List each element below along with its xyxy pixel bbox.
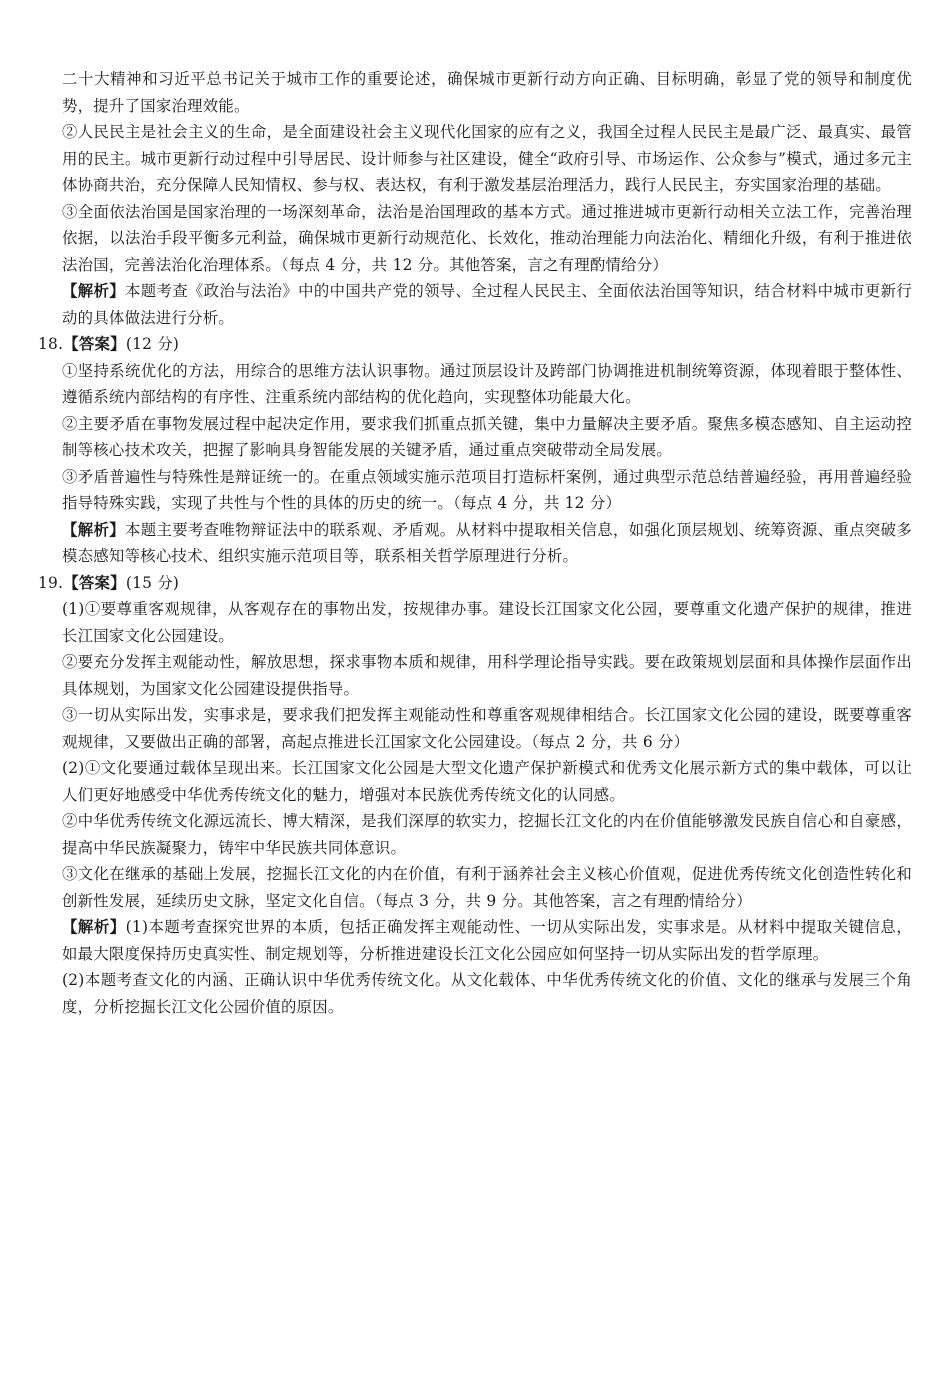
answer-content	[38, 66, 912, 1020]
q17-point-1-continued: 二十大精神和习近平总书记关于城市工作的重要论述，确保城市更新行动方向正确、目标明确，彰显了党的领导和制度优势，提升了国家治理效能。	[62, 70, 912, 115]
q17-point-2: ②人民民主是社会主义的生命，是全面建设社会主义现代化国家的应有之义，我国全过程人民民主是最广泛、最真实、最管用的民主。城市更新行动过程中引导居民、设计师参与社区建设，健全“政府引导、市场运作、公众参与”模式，通过多元主体协商共治，充分保障人民知情权、参与权、表达权，有利于激发基层治理活力，践行人民民主，夯实国家治理的基础。	[62, 123, 912, 194]
q17-analysis	[38, 278, 912, 331]
answer-tag: 【答案】	[63, 573, 126, 592]
q19-part1-point-1: (1)①要尊重客观规律，从客观存在的事物出发，按规律办事。建设长江国家文化公园，要尊重文化遗产保护的规律，推进长江国家文化公园建设。	[62, 600, 912, 645]
analysis-tag: 【解析】	[62, 918, 126, 936]
q18-analysis	[38, 517, 912, 570]
q19-part2-point-3: ③文化在继承的基础上发展，挖掘长江文化的内在价值，有利于涵养社会主义核心价值观，促进优秀传统文化创造性转化和创新性发展，延续历史文脉，坚定文化自信。（每点 3 分，共 9 分。其他答案，言之有理酌情给分）	[62, 865, 912, 910]
q19-analysis-2: (2)本题考查文化的内涵、正确认识中华优秀传统文化。从文化载体、中华优秀传统文化的价值、文化的继承与发展三个角度，分析挖掘长江文化公园价值的原因。	[62, 971, 912, 1016]
answer-tag: 【答案】	[63, 335, 126, 353]
q19-part1-point-2: ②要充分发挥主观能动性，解放思想，探求事物本质和规律，用科学理论指导实践。要在政策规划层面和具体操作层面作出具体规划，为国家文化公园建设提供指导。	[62, 653, 912, 698]
q19-part1-point-3: ③一切从实际出发，实事求是，要求我们把发挥主观能动性和尊重客观规律相结合。长江国家文化公园的建设，既要尊重客观规律，又要做出正确的部署，高起点推进长江国家文化公园建设。（每点 2 分，共 6 分）	[62, 706, 912, 751]
q19-analysis-1	[38, 914, 912, 967]
analysis-tag: 【解析】	[62, 520, 125, 539]
q17-point-3: ③全面依法治国是国家治理的一场深刻革命，法治是治国理政的基本方式。通过推进城市更新行动相关立法工作，完善治理依据，以法治手段平衡多元利益，确保城市更新行动规范化、长效化，推动治理能力向法治化、精细化升级，有利于推进依法治国，完善法治化治理体系。（每点 4 分，共 12 分。其他答案，言之有理酌情给分）	[62, 202, 912, 274]
question-score: (12 分)	[125, 335, 180, 353]
q19-part2-point-2: ②中华优秀传统文化源远流长、博大精深，是我们深厚的软实力，挖掘长江文化的内在价值能够激发民族自信心和自豪感，提高中华民族凝聚力，铸牢中华民族共同体意识。	[62, 812, 912, 857]
analysis-text: (1)本题考查探究世界的本质，包括正确发挥主观能动性、一切从实际出发，实事求是。从材料中提取关键信息，如最大限度保持历史真实性、制定规划等，分析推进建设长江文化公园应如何坚持一切从实际出发的哲学原理。	[62, 918, 912, 963]
q18-point-2: ②主要矛盾在事物发展过程中起决定作用，要求我们抓重点抓关键，集中力量解决主要矛盾。聚焦多模态感知、自主运动控制等核心技术攻关，把握了影响具身智能发展的关键矛盾，通过重点突破带动全局发展。	[62, 414, 912, 459]
q19-part2-point-1: (2)①文化要通过载体呈现出来。长江国家文化公园是大型文化遗产保护新模式和优秀文化展示新方式的集中载体，可以让人们更好地感受中华优秀传统文化的魅力，增强对本民族优秀传统文化的认同感。	[62, 759, 912, 804]
analysis-text: 本题考查《政治与法治》中的中国共产党的领导、全过程人民民主、全面依法治国等知识，结合材料中城市更新行动的具体做法进行分析。	[62, 282, 912, 327]
analysis-tag: 【解析】	[62, 282, 125, 300]
q18-point-1: ①坚持系统优化的方法，用综合的思维方法认识事物。通过顶层设计及跨部门协调推进机制统筹资源，体现着眼于整体性、遵循系统内部结构的有序性、注重系统内部结构的优化趋向，实现整体功能最大化。	[62, 361, 912, 406]
q18-header	[38, 331, 912, 358]
question-number: 19.	[38, 573, 64, 592]
analysis-text: 本题主要考查唯物辩证法中的联系观、矛盾观。从材料中提取相关信息，如强化顶层规划、统筹资源、重点突破多模态感知等核心技术、组织实施示范项目等，联系相关哲学原理进行分析。	[62, 520, 912, 565]
q19-header	[38, 570, 912, 597]
q18-point-3: ③矛盾普遍性与特殊性是辩证统一的。在重点领域实施示范项目打造标杆案例，通过典型示范总结普遍经验，再用普遍经验指导特殊实践，实现了共性与个性的具体的历史的统一。（每点 4 分，共 12 分）	[62, 467, 912, 512]
question-score: (15 分)	[125, 573, 180, 592]
question-number: 18.	[38, 335, 64, 353]
